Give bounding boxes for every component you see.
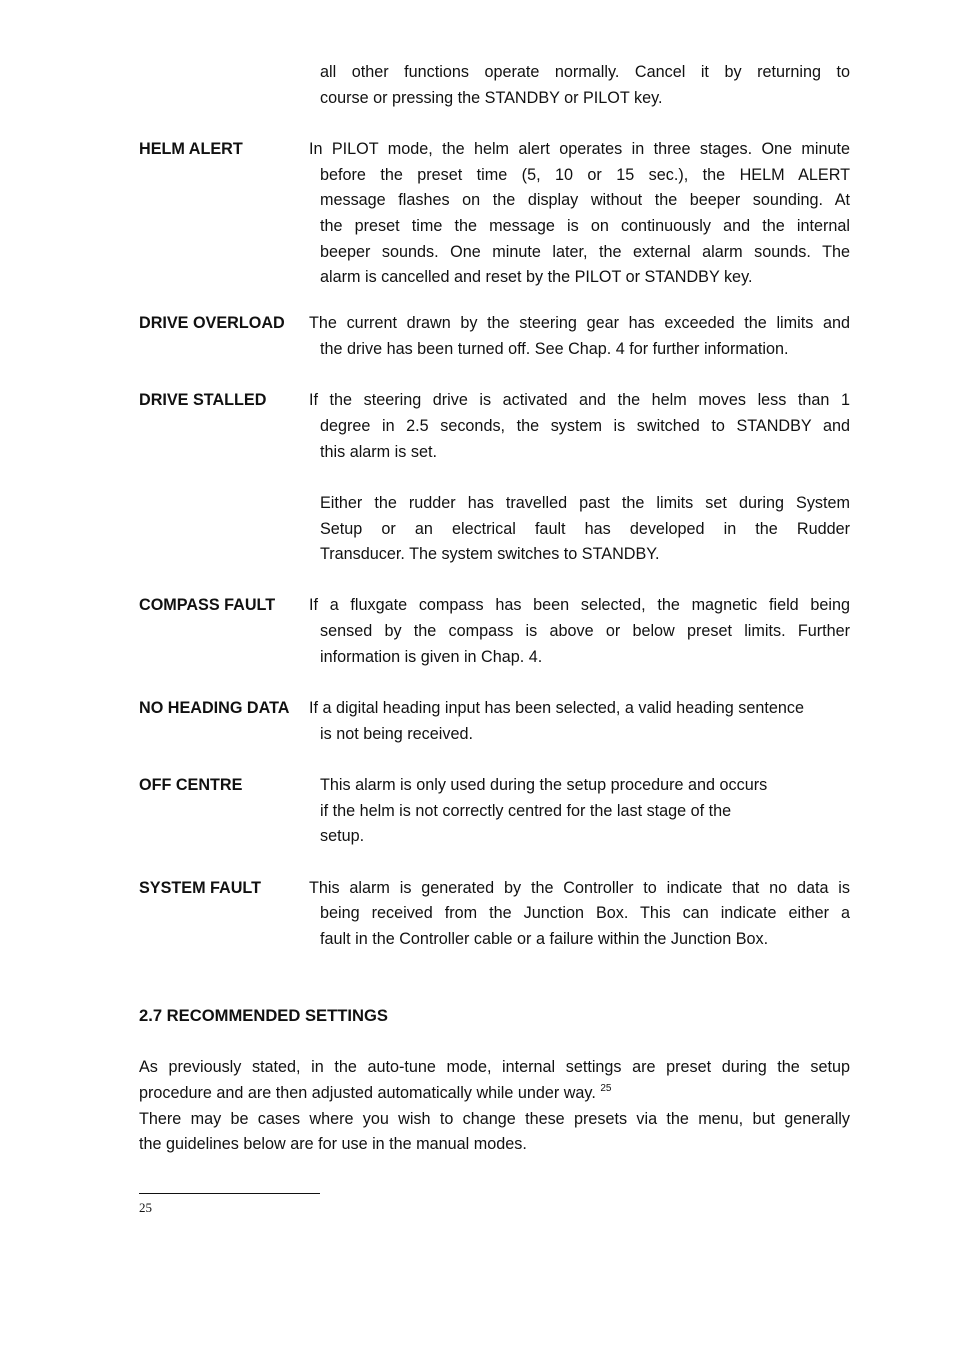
section-heading: 2.7 RECOMMENDED SETTINGS	[139, 1006, 388, 1025]
footnote-divider	[139, 1193, 320, 1194]
term-drive-overload: DRIVE OVERLOAD	[139, 314, 285, 332]
system-fault-line-2: being received from the Junction Box. This can indicate either a	[320, 904, 850, 922]
system-fault-line-1: This alarm is generated by the Controller to indicate that no data is	[309, 879, 850, 897]
compass-fault-line-2: sensed by the compass is above or below preset limits. Further	[320, 622, 850, 640]
drive-stalled-line-1: If the steering drive is activated and the helm moves less than 1	[309, 391, 850, 409]
section-para1-line-1: As previously stated, in the auto-tune mode, internal settings are preset during the setup	[139, 1058, 850, 1076]
section-para2-line-2: the guidelines below are for use in the manual modes.	[139, 1135, 527, 1153]
helm-alert-line-1: In PILOT mode, the helm alert operates in three stages. One minute	[309, 140, 850, 158]
term-system-fault: SYSTEM FAULT	[139, 879, 262, 897]
term-compass-fault: COMPASS FAULT	[139, 596, 276, 614]
drive-stalled-line-3: this alarm is set.	[320, 443, 437, 461]
compass-fault-line-1: If a fluxgate compass has been selected, the magnetic field being	[309, 596, 850, 614]
section-para1-line-2	[139, 1081, 611, 1107]
helm-alert-line-3: message flashes on the display without the beeper sounding. At	[320, 191, 850, 209]
drive-stalled-extra-line-1: Either the rudder has travelled past the limits set during System	[320, 494, 850, 512]
drive-overload-line-2: the drive has been turned off. See Chap. 4 for further information.	[320, 340, 789, 358]
off-centre-line-1: This alarm is only used during the setup procedure and occurs	[320, 776, 768, 794]
drive-stalled-line-2: degree in 2.5 seconds, the system is switched to STANDBY and	[320, 417, 850, 435]
compass-fault-line-3: information is given in Chap. 4.	[320, 648, 543, 666]
footnote-number: 25	[139, 1200, 152, 1215]
intro-line-2: course or pressing the STANDBY or PILOT key.	[320, 89, 663, 107]
term-helm-alert: HELM ALERT	[139, 140, 243, 158]
off-centre-line-3: setup.	[320, 827, 365, 845]
term-off-centre: OFF CENTRE	[139, 776, 243, 794]
section-para1-line-2-text: procedure and are then adjusted automatically while under way.	[139, 1084, 596, 1102]
helm-alert-line-6: alarm is cancelled and reset by the PILOT or STANDBY key.	[320, 268, 753, 286]
helm-alert-line-2: before the preset time (5, 10 or 15 sec.), the HELM ALERT	[320, 166, 850, 184]
footnote-reference[interactable]: 25	[600, 1083, 612, 1094]
drive-stalled-extra-line-2: Setup or an electrical fault has developed in the Rudder	[320, 520, 850, 538]
term-no-heading-data: NO HEADING DATA	[139, 699, 290, 717]
drive-overload-line-1: The current drawn by the steering gear has exceeded the limits and	[309, 314, 850, 332]
off-centre-line-2: if the helm is not correctly centred for the last stage of the	[320, 802, 732, 820]
helm-alert-line-5: beeper sounds. One minute later, the external alarm sounds. The	[320, 243, 850, 261]
section-para2-line-1: There may be cases where you wish to change these presets via the menu, but generally	[139, 1110, 850, 1128]
drive-stalled-extra-line-3: Transducer. The system switches to STANDBY.	[320, 545, 660, 563]
term-drive-stalled: DRIVE STALLED	[139, 391, 267, 409]
intro-line-1: all other functions operate normally. Cancel it by returning to	[320, 63, 850, 81]
no-heading-data-line-2: is not being received.	[320, 725, 473, 743]
no-heading-data-line-1: If a digital heading input has been selected, a valid heading sentence	[309, 699, 804, 717]
system-fault-line-3: fault in the Controller cable or a failure within the Junction Box.	[320, 930, 769, 948]
helm-alert-line-4: the preset time the message is on continuously and the internal	[320, 217, 850, 235]
